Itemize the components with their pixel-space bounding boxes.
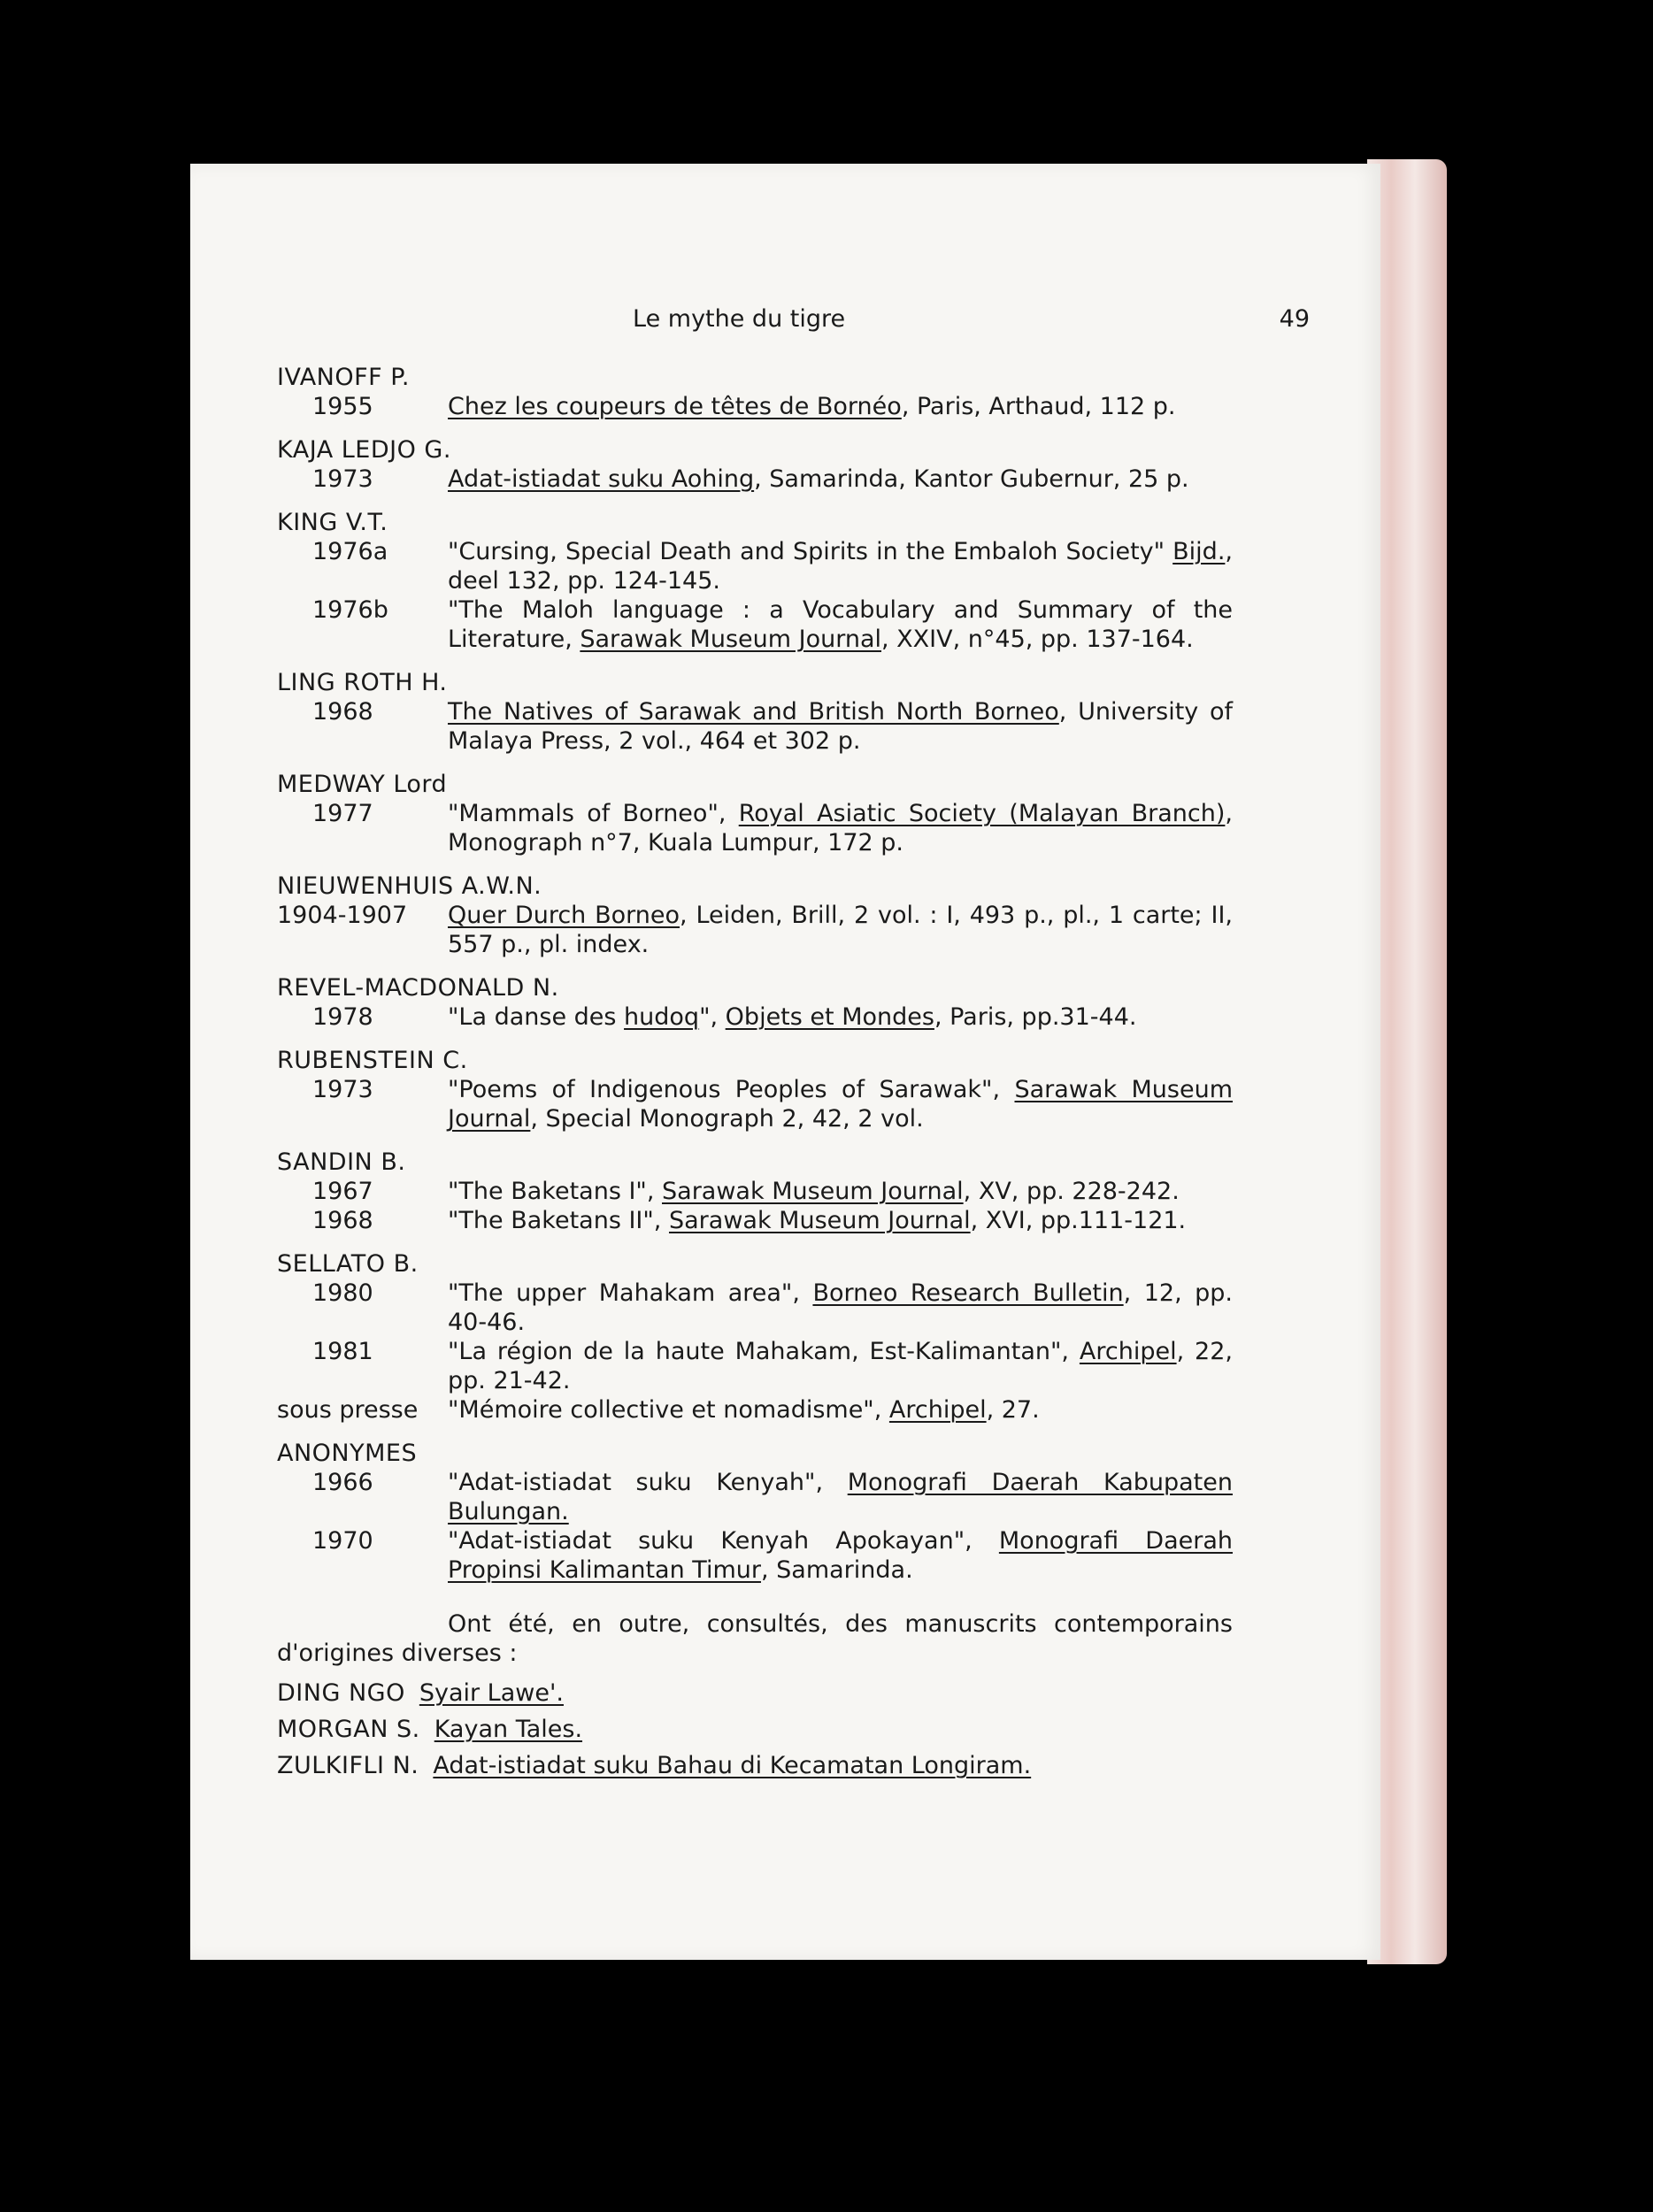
bib-title: Adat-istiadat suku Aohing (448, 465, 755, 493)
bib-entry (277, 1075, 1233, 1133)
bib-year: 1967 (312, 1178, 373, 1205)
bib-text: "Mammals of Borneo", (448, 800, 739, 827)
bib-author: REVEL-MACDONALD N. (277, 974, 559, 1002)
bib-text: , Samarinda. (760, 1556, 913, 1584)
bib-reference (448, 1337, 1233, 1395)
bib-text: , Paris, Arthaud, 112 p. (901, 393, 1176, 420)
bib-reference (448, 1177, 1233, 1206)
bib-entry (277, 1002, 1233, 1032)
bib-author: RUBENSTEIN C. (277, 1047, 468, 1074)
bib-year: 1966 (312, 1469, 373, 1496)
bib-year: sous presse (277, 1396, 419, 1424)
bib-text: , XVI, pp.111-121. (970, 1207, 1187, 1234)
bib-title: The Natives of Sarawak and British North Borneo (448, 698, 1059, 726)
bib-author: KAJA LEDJO G. (277, 436, 451, 464)
manuscript-author: ZULKIFLI N. (277, 1752, 419, 1779)
bib-reference (448, 697, 1233, 756)
bib-text: "Adat-istiadat suku Kenyah Apokayan", (448, 1527, 999, 1555)
bib-text: , 22, pp. 21-42. (448, 1338, 1233, 1394)
bib-entry (277, 595, 1233, 654)
bib-entry (277, 1468, 1233, 1526)
bib-reference (448, 799, 1233, 857)
bib-title: Royal Asiatic Society (Malayan Branch) (738, 800, 1226, 827)
bib-year: 1980 (312, 1279, 373, 1307)
manuscript-title: Adat-istiadat suku Bahau di Kecamatan Longiram. (433, 1752, 1032, 1779)
bib-year: 1981 (312, 1338, 373, 1365)
bib-author: SELLATO B. (277, 1250, 419, 1278)
bib-title: Quer Durch Borneo (448, 902, 680, 929)
manuscript-title: Syair Lawe'. (419, 1679, 564, 1707)
bib-title: Monografi Daerah Kabupaten Bulungan. (448, 1469, 1233, 1525)
running-title: Le mythe du tigre (633, 305, 846, 333)
bib-text: , 12, pp. 40-46. (448, 1279, 1234, 1336)
bib-text: , XXIV, n°45, pp. 137-164. (881, 626, 1194, 653)
bib-text: , deel 132, pp. 124-145. (448, 538, 1233, 595)
bib-year: 1970 (312, 1527, 373, 1555)
bib-title: Bijd. (1172, 538, 1226, 565)
bib-entry (277, 1526, 1233, 1585)
bib-reference (448, 595, 1233, 654)
bib-year: 1955 (312, 393, 373, 420)
bib-title: hudoq (624, 1003, 700, 1031)
bib-text: "Mémoire collective et nomadisme", (448, 1396, 889, 1424)
bib-reference (448, 901, 1233, 959)
bib-entry (277, 1177, 1233, 1206)
bib-entry (277, 901, 1233, 959)
bib-author: IVANOFF P. (277, 364, 410, 391)
bib-author: SANDIN B. (277, 1148, 406, 1176)
bib-author: NIEUWENHUIS A.W.N. (277, 872, 542, 900)
closing-paragraph: Ont été, en outre, consultés, des manuscrits contemporains d'origines diverses : (277, 1610, 1233, 1667)
manuscript-entry (277, 1715, 1233, 1744)
bib-reference (448, 1395, 1233, 1425)
bib-reference (448, 1075, 1233, 1133)
bib-text: , 27. (986, 1396, 1040, 1424)
bib-reference (448, 1002, 1233, 1032)
bib-year: 1973 (312, 465, 373, 493)
bib-reference (448, 465, 1233, 494)
bib-text: "The Maloh language : a Vocabulary and Summary of the Literature, (448, 596, 1233, 653)
bib-title: Borneo Research Bulletin (812, 1279, 1124, 1307)
bib-entry (277, 799, 1233, 857)
bib-title: Monografi Daerah Propinsi Kalimantan Timur (448, 1527, 1233, 1584)
bib-entry (277, 537, 1233, 595)
bib-entry (277, 465, 1233, 494)
bib-year: 1904-1907 (277, 902, 408, 929)
bib-text: , Paris, pp.31-44. (934, 1003, 1137, 1031)
bib-text: "Adat-istiadat suku Kenyah", (448, 1469, 848, 1496)
bib-reference (448, 1526, 1233, 1585)
bib-entry (277, 1395, 1233, 1425)
bib-text: , Special Monograph 2, 42, 2 vol. (530, 1105, 924, 1133)
bib-text: "Poems of Indigenous Peoples of Sarawak", (448, 1076, 1015, 1103)
bib-text: "The upper Mahakam area", (448, 1279, 813, 1307)
bib-title: Sarawak Museum Journal (448, 1076, 1234, 1133)
bib-year: 1973 (312, 1076, 373, 1103)
bib-author: KING V.T. (277, 509, 388, 536)
bib-reference (448, 1206, 1233, 1235)
bib-text: , Leiden, Brill, 2 vol. : I, 493 p., pl., 1 carte; II, 557 p., pl. index. (448, 902, 1233, 958)
bib-author: MEDWAY Lord (277, 771, 448, 798)
bib-year: 1976a (312, 538, 388, 565)
bib-author: ANONYMES (277, 1440, 418, 1467)
bib-text: , Samarinda, Kantor Gubernur, 25 p. (754, 465, 1189, 493)
bib-year: 1976b (312, 596, 388, 624)
bib-reference (448, 392, 1233, 421)
bibliography-list (277, 363, 1233, 1585)
manuscript-entry (277, 1678, 1233, 1708)
bib-entry (277, 1279, 1233, 1337)
bib-entry (277, 1206, 1233, 1235)
bib-year: 1968 (312, 698, 373, 726)
running-header (190, 305, 1380, 341)
bib-text: , Monograph n°7, Kuala Lumpur, 172 p. (448, 800, 1233, 856)
manuscript-list (277, 1678, 1233, 1780)
bib-reference (448, 1468, 1233, 1526)
bib-text: ", (699, 1003, 726, 1031)
bib-year: 1977 (312, 800, 373, 827)
bib-title: Archipel (888, 1396, 987, 1424)
bib-text: , University of Malaya Press, 2 vol., 464 et 302 p. (448, 698, 1233, 755)
bib-text: "La région de la haute Mahakam, Est-Kalimantan", (448, 1338, 1080, 1365)
bib-entry (277, 697, 1233, 756)
bib-title: Sarawak Museum Journal (580, 626, 882, 653)
manuscript-author: DING NGO (277, 1679, 405, 1707)
bib-title: Sarawak Museum Journal (668, 1207, 971, 1234)
bib-entry (277, 392, 1233, 421)
bib-title: Chez les coupeurs de têtes de Bornéo (448, 393, 902, 420)
manuscript-author: MORGAN S. (277, 1716, 420, 1743)
bib-reference (448, 537, 1233, 595)
bib-title: Objets et Mondes (725, 1003, 934, 1031)
bib-text: "La danse des (448, 1003, 625, 1031)
bib-year: 1968 (312, 1207, 373, 1234)
bib-entry (277, 1337, 1233, 1395)
bib-text: "The Baketans II", (448, 1207, 669, 1234)
bib-year: 1978 (312, 1003, 373, 1031)
bib-reference (448, 1279, 1233, 1337)
manuscript-title: Kayan Tales. (434, 1716, 583, 1743)
bib-title: Archipel (1079, 1338, 1177, 1365)
bib-text: "Cursing, Special Death and Spirits in the Embaloh Society" (448, 538, 1173, 565)
bib-text: "The Baketans I", (448, 1178, 663, 1205)
manuscript-entry (277, 1751, 1233, 1780)
book-page (190, 164, 1380, 1960)
page-number: 49 (1279, 305, 1310, 333)
bib-text: , XV, pp. 228-242. (963, 1178, 1180, 1205)
bib-title: Sarawak Museum Journal (662, 1178, 964, 1205)
bibliography (277, 363, 1233, 1780)
bib-author: LING ROTH H. (277, 669, 448, 696)
